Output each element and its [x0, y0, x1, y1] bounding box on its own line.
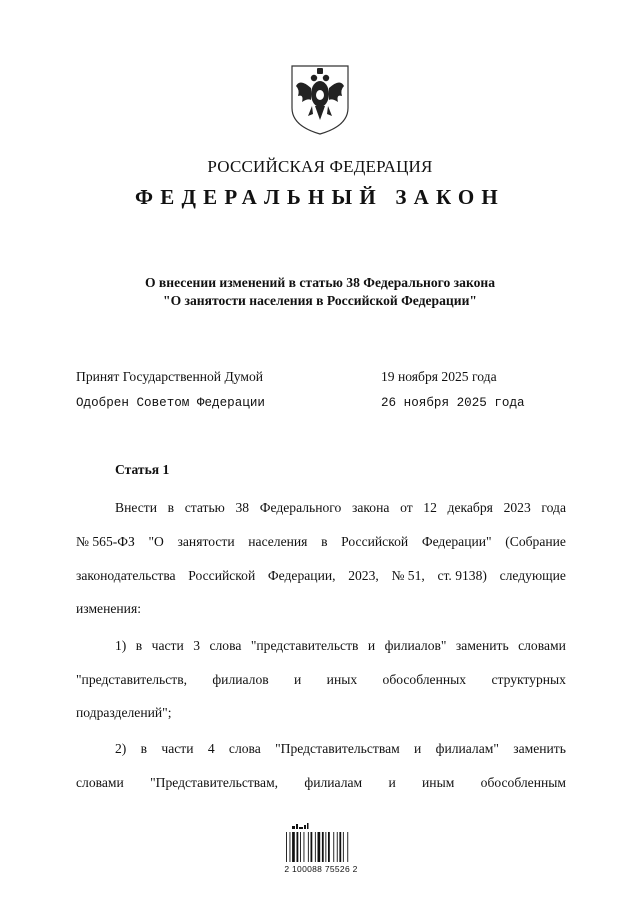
article-line	[115, 741, 566, 757]
word: "Представительствам	[275, 741, 400, 756]
word: "представительств	[250, 638, 359, 653]
word: населения	[248, 534, 308, 549]
article-line	[76, 775, 566, 791]
word: ст. 9138)	[437, 568, 487, 583]
article-line	[76, 534, 566, 550]
word: словами	[518, 638, 566, 653]
word: словами	[76, 775, 124, 790]
law-title	[0, 274, 640, 310]
word: 38	[235, 500, 250, 515]
word: филиалов"	[384, 638, 447, 653]
word: заменить	[513, 741, 566, 756]
article-line	[76, 568, 566, 584]
word: "Представительствам,	[150, 775, 279, 790]
article-heading: Статья 1	[115, 462, 170, 477]
word: части	[151, 638, 184, 653]
word: 2023,	[348, 568, 379, 583]
article-line	[76, 601, 566, 617]
word: и	[414, 741, 422, 756]
word: от	[400, 500, 413, 515]
word: структурных	[491, 672, 566, 687]
duma-label: Принят Государственной Думой	[76, 369, 264, 384]
word: Российской	[341, 534, 409, 549]
word: занятости	[177, 534, 235, 549]
council-date: 26 ноября 2025 года	[381, 396, 525, 410]
word: и	[367, 638, 376, 653]
article-line	[76, 672, 566, 688]
word: Российской	[188, 568, 256, 583]
duma-date: 19 ноября 2025 года	[381, 369, 497, 384]
word: и	[388, 775, 396, 790]
word: 2)	[115, 741, 127, 756]
word: изменения:	[76, 601, 141, 616]
word: 1)	[115, 638, 127, 653]
word: слова	[228, 741, 261, 756]
word: 2023	[503, 500, 531, 515]
word: Федерального	[259, 500, 342, 515]
word: филиалов	[212, 672, 269, 687]
word: статью	[184, 500, 225, 515]
council-label: Одобрен Советом Федерации	[76, 396, 265, 410]
word: заменить	[455, 638, 509, 653]
word: 12	[423, 500, 437, 515]
word: в	[140, 741, 148, 756]
word: в	[321, 534, 328, 549]
word: в	[135, 638, 143, 653]
coat-of-arms-icon	[288, 64, 352, 136]
word: года	[541, 500, 566, 515]
word: обособленным	[480, 775, 566, 790]
word: обособленных	[382, 672, 467, 687]
law-title-line-2: "О занятости населения в Российской Федерации"	[163, 293, 477, 308]
word: закона	[351, 500, 390, 515]
word: № 51,	[391, 568, 425, 583]
word: филиалам	[304, 775, 363, 790]
article-line	[76, 705, 566, 721]
word: части	[161, 741, 194, 756]
word: подразделений";	[76, 705, 172, 720]
word: Федерации"	[421, 534, 492, 549]
word: "О	[148, 534, 164, 549]
word: "представительств,	[76, 672, 188, 687]
word: слова	[209, 638, 242, 653]
word: иных	[326, 672, 358, 687]
word: следующие	[499, 568, 566, 583]
word: иным	[422, 775, 455, 790]
word: Внести	[115, 500, 157, 515]
word: декабря	[447, 500, 493, 515]
article-line	[115, 638, 566, 654]
law-title-line-1: О внесении изменений в статью 38 Федерального закона	[144, 275, 496, 290]
word: № 565-ФЗ	[76, 534, 135, 549]
country-name: РОССИЙСКАЯ ФЕДЕРАЦИЯ	[207, 157, 433, 176]
word: (Собрание	[505, 534, 566, 549]
word: законодательства	[76, 568, 176, 583]
word: и	[294, 672, 302, 687]
barcode-number: 2 100088 75526 2	[284, 864, 358, 874]
word: 3	[193, 638, 201, 653]
word: в	[167, 500, 175, 515]
article-line	[115, 500, 566, 516]
word: 4	[207, 741, 215, 756]
word: филиалам"	[435, 741, 499, 756]
document-type: ФЕДЕРАЛЬНЫЙ ЗАКОН	[135, 185, 505, 209]
word: Федерации,	[267, 568, 336, 583]
